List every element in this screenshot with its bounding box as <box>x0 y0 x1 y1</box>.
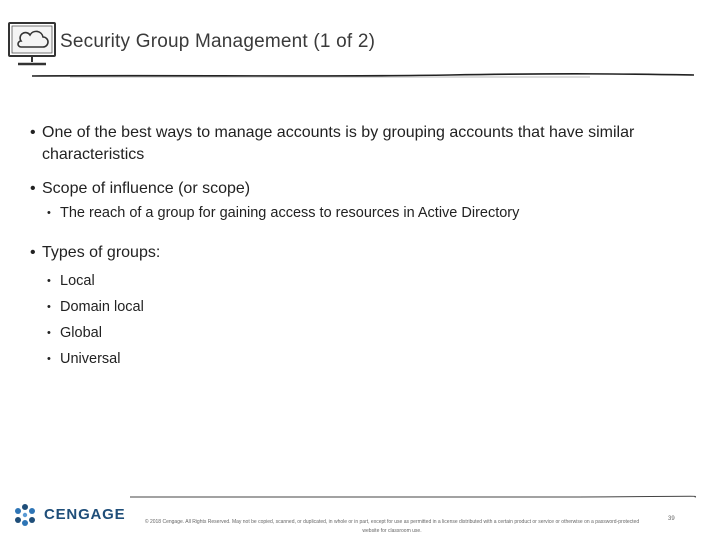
sub-bullet-domain-local: • Domain local <box>30 294 700 320</box>
bullet-grouping-accounts: • One of the best ways to manage accounts is by grouping accounts that have similar characteristics <box>30 122 700 166</box>
sub-bullet-local: • Local <box>30 268 700 294</box>
sub-bullet-universal: • Universal <box>30 346 700 372</box>
cloud-monitor-icon <box>6 20 58 70</box>
footer-brand: CENGAGE <box>44 506 126 523</box>
page-number: 39 <box>668 516 675 522</box>
bullet-types-of-groups: • Types of groups: <box>30 242 700 264</box>
title-underline <box>30 68 696 82</box>
bullet-scope: • Scope of influence (or scope) <box>30 178 700 200</box>
cengage-logo-icon <box>12 502 42 528</box>
sub-bullet-global: • Global <box>30 320 700 346</box>
footer-rule <box>128 492 698 502</box>
bullet-list <box>30 122 700 372</box>
slide-title: Security Group Management (1 of 2) <box>60 31 376 52</box>
footer-copyright: © 2018 Cengage. All Rights Reserved. May not be copied, scanned, or duplicated, in whole or in part, except for use as permitted in a license distributed with a certain product or service or otherwise on a password-protected website for classroom use. <box>144 519 640 534</box>
sub-bullet-scope-definition: • The reach of a group for gaining access to resources in Active Directory <box>30 200 700 226</box>
